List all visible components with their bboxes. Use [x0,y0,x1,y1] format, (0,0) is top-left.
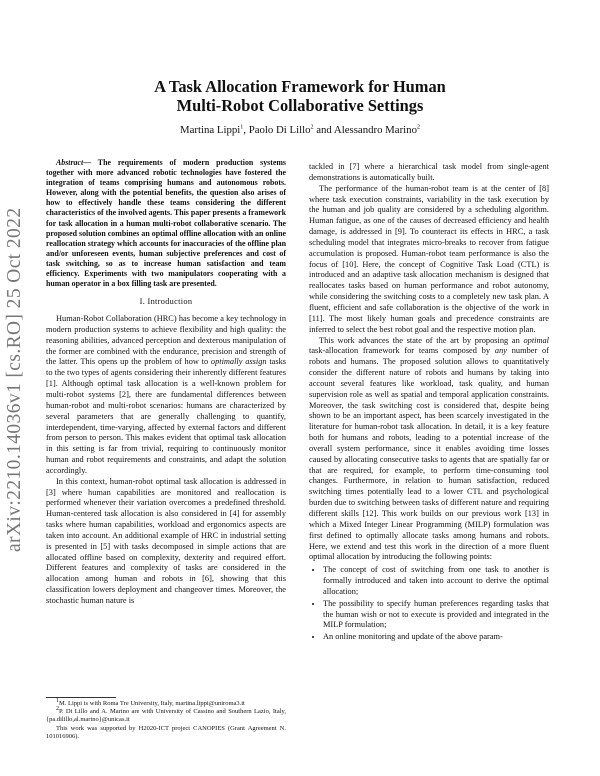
para-emphasis: optimally assign [210,357,267,367]
left-column [46,158,286,607]
para-text: Human-Robot Collaboration (HRC) has become a key technology in modern production systems to achieve flexibility and high quality: the reasoning abilities, advanced perception and dexterous manipulation of the former are combined with the endurance, precision and strength of the latter. This opens up the problem of how to [46,314,286,367]
abstract-text: — The requirements of modern production systems together with more advanced robotic technologies have fostered the integration of teams comprising humans and autonomous robots. However, along with the potential benefits, the question also arises of how to effectively handle these teams considering the different characteristics of the involved agents. This paper presents a framework for task allocation in a human multi-robot collaborative scenario. The proposed solution combines an optimal offline allocation with an online reallocation strategy which accounts for inaccuracies of the offline plan and/or unforeseen events, human subjective preferences and cost of task switching, so as to increase human satisfaction and team efficiency. Experiments with two manipulators cooperating with a human operator in a box filling task are presented. [46,158,286,289]
para-emphasis: optimal [523,335,549,345]
contribution-list [309,565,549,643]
contribution-item: • The concept of cost of switching from one task to another is formally introduced and taken into account to derive the optimal allocation; [323,565,549,598]
footnote-1-mark: 1 [56,697,59,704]
title-line-2: Multi-Robot Collaborative Settings [176,96,424,115]
right-paragraph-2 [309,184,549,336]
para-text: task-allocation framework for teams composed by [309,346,495,356]
footnote-3 [46,725,286,741]
para-text: tasks to the two types of agents considering their inherently different features [1]. Although optimal task allocation is a well-known problem for multi-robot systems [2], there are fundamental differences between human-robot and multi-robot scenarios: humans are characterized by several parameters that are generally challenging to quantify, interdependent, time-varying, affected by external factors and different from person to person. This makes evident that optimal task allocation in this setting is far from trivial, requiring to continuously monitor human and robot requirements and constraints, and adapt the solution accordingly. [46,357,286,475]
footnote-1 [46,697,286,708]
author-2-affiliation: 2 [310,124,314,131]
footnotes [46,697,286,741]
para-text: The performance of the human-robot team is at the center of [8] where task execution constraints, variability in the task execution by the human and job quality are considered by a scheduling algorithm. Human fatigue, as one of the causes of decreased efficiency and health damage, is addressed in [9]. To counteract its effects in HRC, a task scheduling model that integrates micro-breaks to recover from fatigue accumulation is proposed. Human-robot team performance is also the focus of [10]. Here, the concept of Cognitive Task Load (CTL) is introduced and an adaptive task allocation mechanism is designed that reallocates tasks based on human performance and robot autonomy, while considering the switching costs to a completely new task plan. A fluent, efficient and safe collaboration is the objective of the work in [11]. The most likely human goals and precedence constraints are inferred to select the best robot goal and the respective motion plan. [309,183,549,334]
para-text: This work advances the state of the art by proposing an [319,335,524,345]
author-3: Alessandro Marino [333,124,417,136]
paper-title [60,77,540,115]
author-separator-2: and [313,124,334,136]
abstract-label: Abstract [56,158,84,167]
arxiv-identifier: arXiv:2210.14036v1 [cs.RO] 25 Oct 2022 [4,207,25,553]
author-2: Paolo Di Lillo [248,124,311,136]
footnote-2-mark: 2 [56,706,59,713]
footnote-2 [46,708,286,724]
author-1-affiliation: 1 [240,124,244,131]
right-column [309,162,549,644]
author-separator-1: , [243,124,249,136]
introduction-body [46,314,286,607]
para-text: tackled in [7] where a hierarchical task model from single-agent demonstrations is automatically built. [309,162,549,182]
author-1: Martina Lippi [180,124,241,136]
author-list [60,124,540,136]
right-paragraph-1 [309,162,549,184]
footnote-1-text: M. Lippi is with Roma Tre University, Italy, martina.lippi@uniroma3.it [59,700,245,707]
footnote-3-text: This work was supported by H2020-ICT project CANOPIES (Grant Agreement N. 101016906). [46,724,286,740]
para-text: In this context, human-robot optimal task allocation is addressed in [3] where human capabilities are monitored and reallocation is performed whenever their variation overcomes a predefined threshold. Human-centered task allocation is also considered in [4] for assembly tasks where human capabilities, workload and ergonomics aspects are taken into account. An additional example of HRC in industrial setting is presented in [5] with tasks decomposed in simple actions that are allocated offline based on complexity, dexterity and required effort. Different features and complexity of tasks are considered in the allocation among human and robots in [6], showing that this classification lowers deployment and changeover times. Moreover, the stochastic human nature is [46,476,286,605]
intro-paragraph-2 [46,477,286,607]
contribution-item: • An online monitoring and update of the above param- [323,632,549,643]
abstract [46,158,286,289]
para-emphasis: any [494,346,507,356]
author-3-affiliation: 2 [416,124,420,131]
section-heading-introduction: I. Introduction [139,297,193,307]
para-text: number of robots and humans. The proposed solution allows to quantitatively consider the different nature of robots and humans by taking into account several features like workload, task quality, and human supervision role as well as spatial and temporal application constraints. Moreover, the task switching cost is considered that, despite being shown to be an important aspect, has been scarcely investigated in the literature for human-robot task allocation. In detail, it is a key feature both for humans and robots, leading to a potential increase of the overall system performance, since it enables avoiding time losses caused by allocating consecutive tasks to agents that are spatially far or that are required, for example, to perform time-consuming tool changes. Furthermore, in relation to human satisfaction, reduced switching times potentially lead to a lower CTL and psychological burden due to switching between tasks of different nature and requiring different skills [12]. This work builds on our previous work [13] in which a Mixed Integer Linear Programming (MILP) formulation was first defined to optimally allocate tasks among humans and robots. Here, we extend and test this work in the direction of a more fluent optimal allocation by introducing the following points: [309,346,549,562]
title-line-1: A Task Allocation Framework for Human [154,77,446,96]
right-paragraph-3 [309,336,549,564]
contribution-item: • The possibility to specify human preferences regarding tasks that the human wish or not to execute is provided and integrated in the MILP formulation; [323,599,549,632]
intro-paragraph-1 [46,314,286,477]
footnote-2-text: P. Di Lillo and A. Marino are with University of Cassino and Southern Lazio, Italy, {pa.dilillo,al.marino}@unicas.it [46,708,286,724]
